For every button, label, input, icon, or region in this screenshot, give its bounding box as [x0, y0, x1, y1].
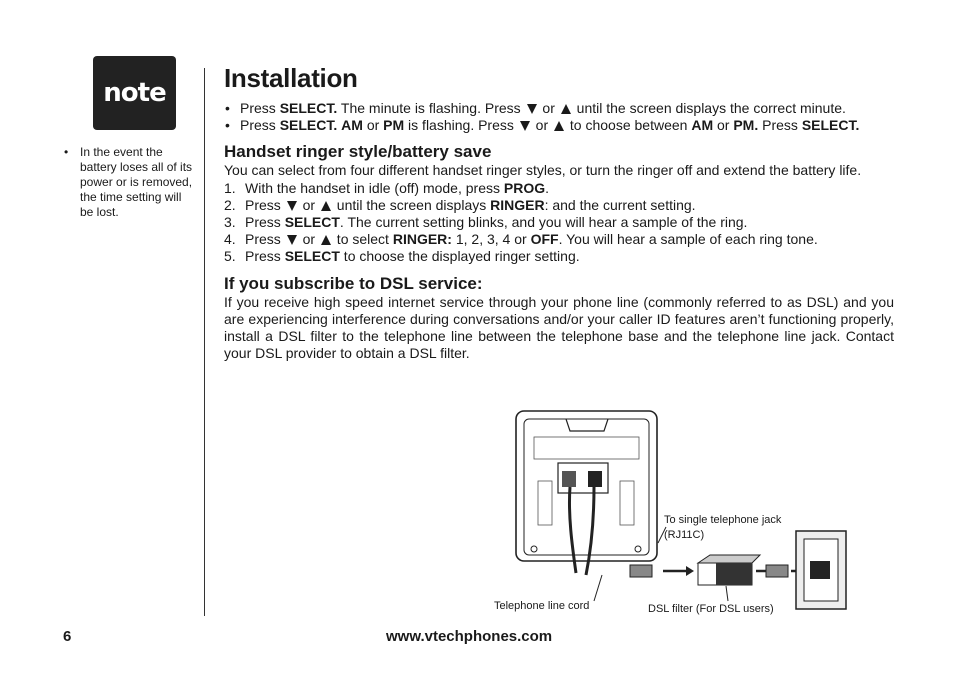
ringer-intro: You can select from four different handset ringer styles, or turn the ringer off and extend the battery life. [224, 162, 862, 178]
main-content [224, 62, 894, 362]
column-divider [204, 68, 205, 616]
page-title: Installation [224, 63, 358, 93]
select-key: SELECT. [279, 100, 338, 116]
dsl-filter-body [716, 563, 752, 585]
ringer-step-1: 1. With the handset in idle (off) mode, press PROG. [224, 180, 549, 196]
arrow-up-icon [554, 121, 564, 131]
wall-jack-socket [810, 561, 830, 579]
page-number: 6 [63, 628, 72, 645]
dsl-filter-top [698, 555, 760, 563]
cord-label: Telephone line cord [494, 600, 590, 612]
note-badge [93, 56, 176, 130]
ringer-heading: Handset ringer style/battery save [224, 142, 492, 161]
intro-bullet-1: • Press SELECT. The minute is flashing. Press or until the screen displays the correct minute. [225, 100, 846, 116]
ringer-steps [224, 180, 894, 265]
arrow-down-icon [287, 235, 297, 245]
dsl-installation-diagram [490, 405, 850, 625]
arrow-down-icon [287, 201, 297, 211]
note-badge-label: note [103, 78, 166, 108]
side-note [64, 145, 196, 220]
filter-callout-line [726, 586, 728, 601]
line-plug-1 [630, 565, 652, 577]
phone-line-jack [588, 471, 602, 487]
dsl-text: If you receive high speed internet service through your phone line (commonly referred to as DSL) and you are experiencing interference during conversations and/or your caller ID features aren’t functioning properly, install a DSL filter to the telephone line between the telephone base and the telephone line jack. Contact your DSL provider to obtain a DSL filter. [224, 294, 894, 361]
ringer-step-3: 3. Press SELECT. The current setting blinks, and you will hear a sample of the ring. [224, 214, 748, 230]
filter-label: DSL filter (For DSL users) [648, 603, 774, 615]
arrow-to-filter-head [686, 566, 694, 576]
side-note-text: In the event the battery loses all of its power or is removed, the time setting will be lost. [80, 145, 193, 219]
ringer-step-4: 4. Press or to select RINGER: 1, 2, 3, 4 or OFF. You will hear a sample of each ring tone. [224, 231, 818, 247]
footer-url: www.vtechphones.com [386, 628, 553, 645]
dsl-heading: If you subscribe to DSL service: [224, 274, 483, 293]
side-note-bullet: • [64, 145, 69, 159]
phone-power-jack [562, 471, 576, 487]
intro-bullets [224, 100, 894, 134]
intro-bullet-2: • Press SELECT. AM or PM is flashing. Press or to choose between AM or PM. Press SELECT. [225, 117, 860, 133]
ringer-step-5: 5. Press SELECT to choose the displayed ringer setting. [224, 248, 580, 264]
line-plug-2 [766, 565, 788, 577]
arrow-down-icon [527, 104, 537, 114]
cord-callout-line [594, 575, 602, 601]
jack-label-1: To single telephone jack [664, 514, 782, 526]
arrow-up-icon [321, 201, 331, 211]
jack-label-2: (RJ11C) [664, 529, 705, 541]
arrow-down-icon [520, 121, 530, 131]
ringer-step-2: 2. Press or until the screen displays RINGER: and the current setting. [224, 197, 696, 213]
arrow-up-icon [561, 104, 571, 114]
arrow-up-icon [321, 235, 331, 245]
